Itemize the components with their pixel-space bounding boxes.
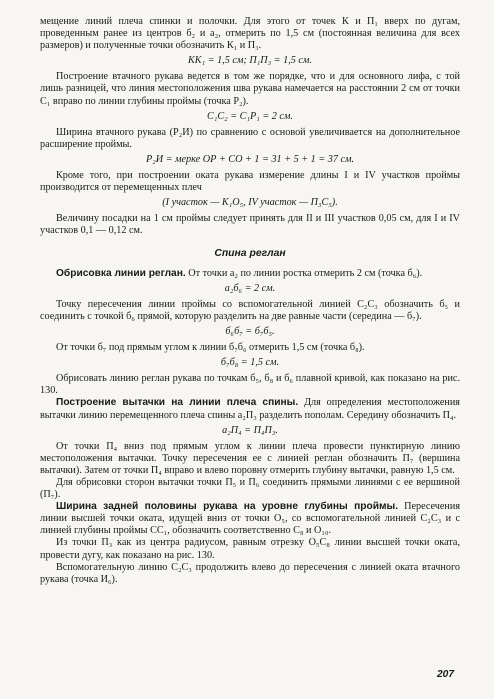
paragraph-body: Для определения местоположения вытачки линию перемещенного плеча спины а₂П₃ разделить пополам. Середину обозначить П₄. (40, 397, 460, 421)
paragraph: Ширина втачного рукава (Р₂И) по сравнению с основой увеличивается на дополнительное расширение проймы. (40, 126, 460, 150)
paragraph: Величину посадки на 1 см проймы следует принять для II и III участков 0,05 см, для I и IV участков 0,1 — 0,12 см. (40, 213, 460, 237)
formula: а₂П₄ = П₄П₃. (222, 424, 278, 436)
formula: КК₁ = 1,5 см; П₁П₃ = 1,5 см. (188, 55, 312, 67)
paragraph: Обрисовать линию реглан рукава по точкам б₅, б₈ и б₆ плавной кривой, как показано на рис. 130. (40, 373, 460, 397)
paragraph: мещение линий плеча спинки и полочки. Для этого от точек К и П₁ вверх по дугам, проведенным ранее из центров б₂ и а₂, отмерить по 1,5 см (постоянная величина для всех размеров) и полученные точки обозначить К₁ и П₃. (40, 16, 460, 52)
section-heading: Спина реглан (214, 247, 286, 259)
paragraph: Из точки П₃ как из центра радиусом, равным отрезку О₅С₈ линии высшей точки оката, провести дугу, как показано на рис. 130. (40, 537, 460, 561)
formula: а₂б₆ = 2 см. (224, 282, 276, 294)
paragraph: Для обрисовки сторон вытачки точки П₅ и П₆ соединить прямыми линиями с ее вершиной (П₇). (40, 477, 460, 501)
paragraph-lead: Построение вытачки на линии плеча спины. (56, 397, 299, 409)
paragraph-lead: Ширина задней половины рукава на уровне глубины проймы. (56, 501, 399, 513)
paragraph (40, 501, 460, 537)
formula: (I участок — К₁О₅, IV участок — П₃С₅). (162, 197, 338, 209)
page-number: 207 (437, 668, 454, 680)
paragraph: Кроме того, при построении оката рукава измерение длины I и IV участков проймы производится от перемещенных плеч (40, 170, 460, 194)
paragraph-lead: Обрисовка линии реглан. (56, 267, 186, 279)
formula: Р₂И = мерке ОР + СО + 1 = 31 + 5 + 1 = 37 см. (145, 153, 355, 165)
formula: б₆б₇ = б₇б₅. (225, 325, 275, 337)
paragraph (40, 397, 460, 421)
paragraph: От точки б₇ под прямым углом к линии б₇б₆ отмерить 1,5 см (точка б₈). (56, 342, 365, 354)
formula: С₁С₂ = С₁Р₁ = 2 см. (207, 110, 293, 122)
paragraph: Вспомогательную линию С₂С₃ продолжить влево до пересечения с линией оката втачного рукава (точка И₆). (40, 561, 460, 585)
paragraph (40, 268, 460, 280)
paragraph: Точку пересечения линии проймы со вспомогательной линией С₂С₃ обозначить б₅ и соединить с точкой б₆ прямой, которую разделить на две равные части (середина — б₇). (40, 298, 460, 322)
paragraph: Построение втачного рукава ведется в том же порядке, что и для основного лифа, с той лишь разницей, что линия местоположения шва рукава намечается на расстоянии 2 см от точки С₁ вправо по линии глубины проймы (точка Р₂). (40, 71, 460, 107)
paragraph-body: Пересечения линии высшей точки оката, идущей вниз от точки О₅, со вспомогательной линией С₂С₃ и с линией глубины проймы СС₁, обозначить соответственно С₈ и О₁₀. (40, 501, 461, 537)
formula: б₇б₈ = 1,5 см. (220, 357, 280, 369)
paragraph-body: От точки а₂ по линии ростка отмерить 2 см (точка б₆). (185, 267, 423, 279)
paragraph: От точки П₄ вниз под прямым углом к линии плеча провести пунктирную линию местоположения вытачки. Точку пересечения ее с линией реглан обозначить П₇ (вершина вытачки). Затем от точки П₄ вправо и влево поровну отмерить глубину вытачки, равную 1,5 см. (40, 440, 460, 476)
